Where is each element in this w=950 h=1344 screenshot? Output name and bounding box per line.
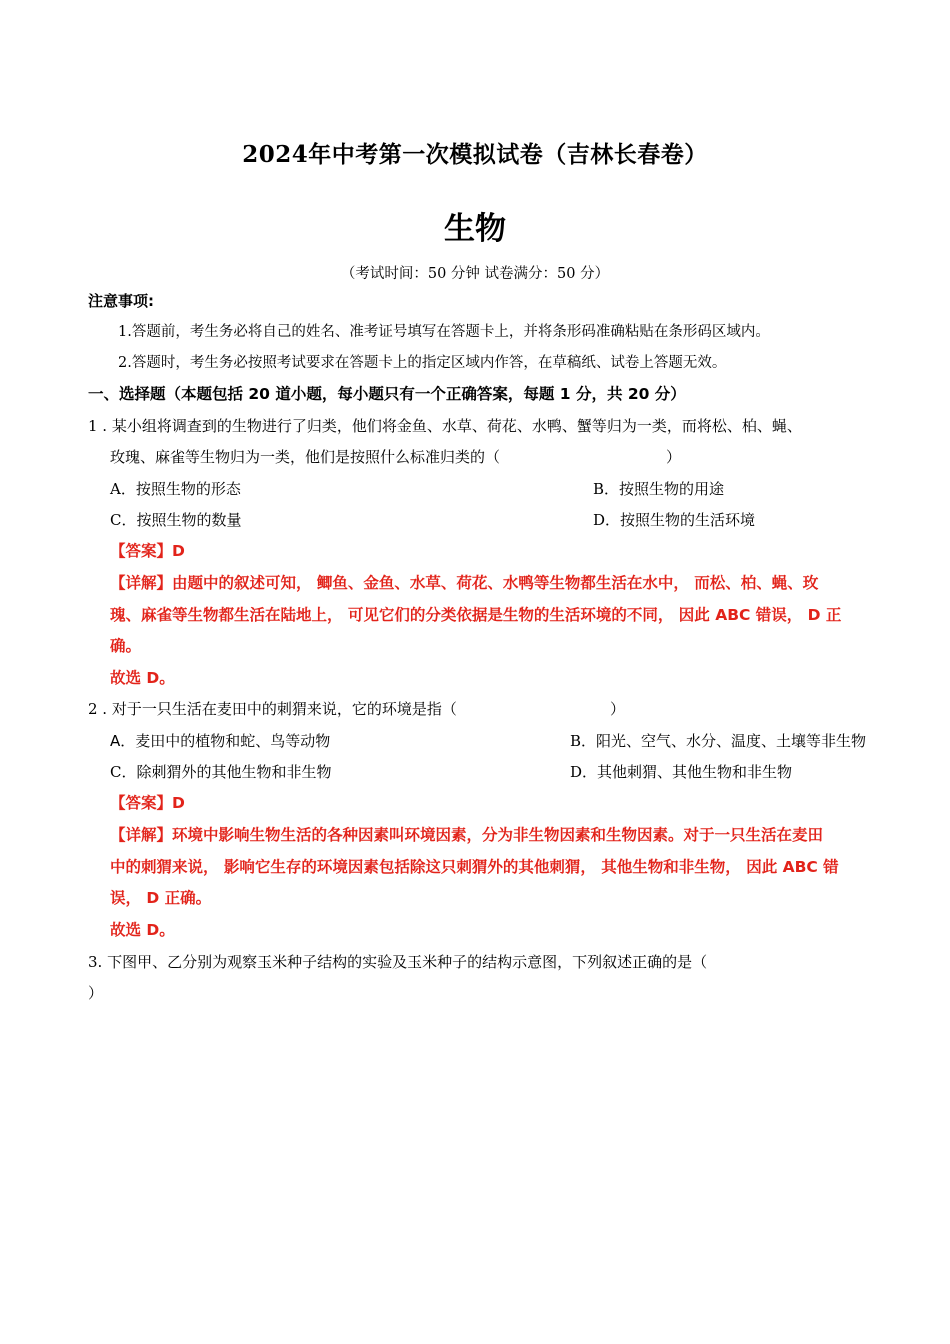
question-1-stem-cont: 玫瑰、麻雀等生物归为一类，他们是按照什么标准归类的（ [110, 448, 501, 466]
question-2-option-d: D．其他刺猬、其他生物和非生物 [570, 763, 793, 781]
notice-heading: 注意事项: [88, 292, 154, 310]
question-1-answer: 【答案】D [110, 542, 185, 560]
question-1-paren-close: ） [666, 448, 682, 466]
section-heading: 一、选择题（本题包括 20 道小题，每小题只有一个正确答案，每题 1 分，共 20 分） [88, 385, 686, 403]
exam-info: （考试时间：50 分钟 试卷满分：50 分） [340, 266, 610, 282]
subject-title: 生物 [444, 211, 506, 247]
question-1-option-c: C．按照生物的数量 [110, 511, 242, 529]
question-1-option-b: B．按照生物的用途 [593, 480, 725, 498]
question-2-option-a: A．麦田中的植物和蛇、鸟等动物 [110, 732, 331, 750]
notice-item: 1.答题前，考生务必将自己的姓名、准考证号填写在答题卡上，并将条形码准确粘贴在条形码区域内。 [118, 324, 770, 340]
question-2-explanation: 误， D 正确。 [110, 889, 212, 907]
question-2-stem: 2 . 对于一只生活在麦田中的刺猬来说，它的环境是指（ [88, 700, 457, 718]
question-2-paren-close: ） [610, 700, 626, 718]
question-1-option-d: D．按照生物的生活环境 [593, 511, 756, 529]
question-2-answer: 【答案】D [110, 794, 185, 812]
question-2-conclusion: 故选 D。 [110, 921, 175, 939]
notice-item: 2.答题时，考生务必按照考试要求在答题卡上的指定区域内作答，在草稿纸、试卷上答题无效。 [118, 355, 727, 371]
question-1-explanation: 确。 [110, 637, 142, 655]
question-2-explanation: 【详解】环境中影响生物生活的各种因素叫环境因素，分为非生物因素和生物因素。对于一只生活在麦田 [110, 826, 824, 844]
question-2-option-b: B．阳光、空气、水分、温度、土壤等非生物 [570, 732, 867, 750]
question-2-option-c: C．除刺猬外的其他生物和非生物 [110, 763, 332, 781]
question-1-explanation: 瑰、麻雀等生物都生活在陆地上， 可见它们的分类依据是生物的生活环境的不同， 因此 ABC 错误， D 正 [110, 606, 842, 624]
question-1-conclusion: 故选 D。 [110, 669, 175, 687]
question-1-option-a: A．按照生物的形态 [110, 480, 241, 498]
exam-title: 2024年中考第一次模拟试卷（吉林长春卷） [242, 141, 708, 168]
question-3-paren-close: ） [88, 984, 104, 1002]
question-1-explanation: 【详解】由题中的叙述可知， 鲫鱼、金鱼、水草、荷花、水鸭等生物都生活在水中， 而松、柏、蝇、玫 [110, 574, 819, 592]
question-2-explanation: 中的刺猬来说， 影响它生存的环境因素包括除这只刺猬外的其他刺猬， 其他生物和非生物， 因此 ABC 错 [110, 858, 839, 876]
question-1-stem: 1 . 某小组将调查到的生物进行了归类，他们将金鱼、水草、荷花、水鸭、蟹等归为一类，而将松、柏、蝇、 [88, 417, 802, 435]
question-3-stem: 3. 下图甲、乙分别为观察玉米种子结构的实验及玉米种子的结构示意图，下列叙述正确的是（ [88, 953, 708, 971]
